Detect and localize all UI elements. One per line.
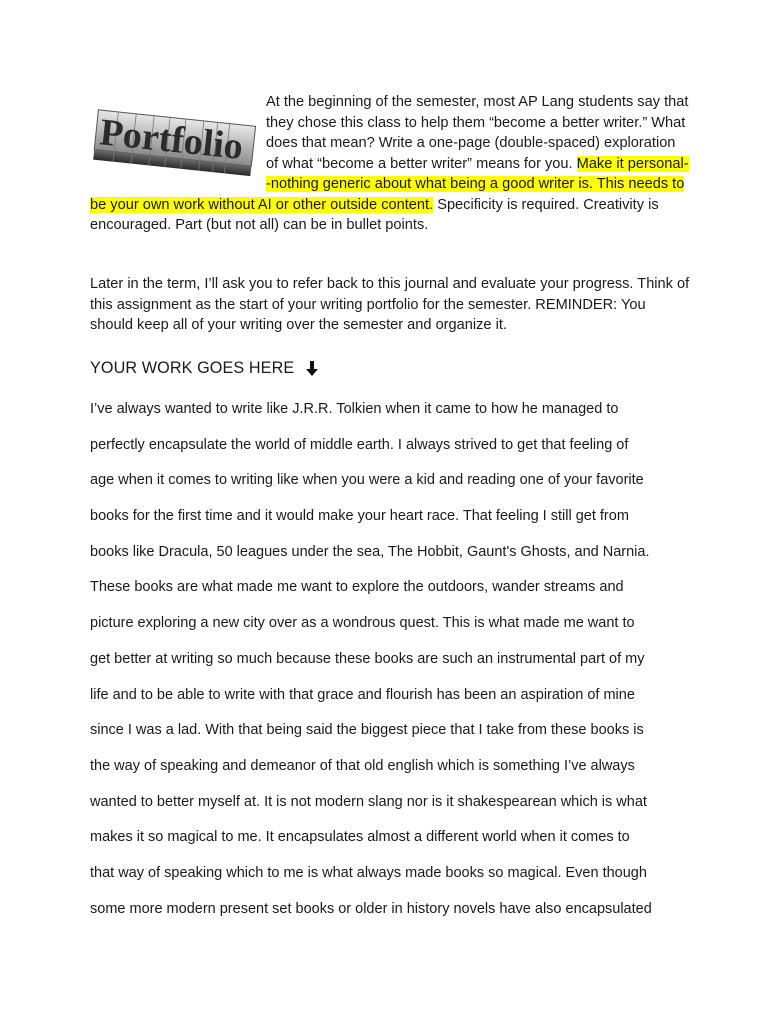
essay-line: life and to be able to write with that grace and flourish has been an aspiration of mine <box>90 686 635 703</box>
portfolio-logo-icon <box>90 94 260 180</box>
essay-line: makes it so magical to me. It encapsulates almost a different world when it comes to <box>90 829 630 846</box>
reminder-paragraph: Later in the term, I’ll ask you to refer back to this journal and evaluate your progress. Think of this assignment as the start of your writing portfolio for the semester. REMINDER: You should keep all of your writing over the semester and organize it. <box>90 276 690 333</box>
essay-line: wanted to better myself at. It is not modern slang nor is it shakespearean which is what <box>90 793 647 810</box>
essay-line: picture exploring a new city over as a wondrous quest. This is what made me want to <box>90 615 635 632</box>
essay-line: that way of speaking which to me is what always made books so magical. Even though <box>90 864 647 881</box>
arrow-down-icon <box>306 359 318 377</box>
essay-line: books like Dracula, 50 leagues under the sea, The Hobbit, Gaunt's Ghosts, and Narnia. <box>90 543 650 560</box>
intro-after-text: Specificity is required. Creativity is encouraged. Part (but not all) can be in bullet points. <box>90 196 659 233</box>
intro-highlighted-text: Make it personal--nothing generic about what being a good writer is. This needs to be your own work without AI or other outside content. <box>90 155 689 213</box>
essay-line: get better at writing so much because these books are such an instrumental part of my <box>90 650 645 667</box>
essay-line: perfectly encapsulate the world of middle earth. I always strived to get that feeling of <box>90 436 629 453</box>
essay-line: the way of speaking and demeanor of that old english which is something I’ve always <box>90 757 635 774</box>
essay-line: age when it comes to writing like when you were a kid and reading one of your favorite <box>90 472 644 489</box>
logo-text: Portfolio <box>97 111 246 169</box>
essay-body <box>90 398 690 933</box>
work-heading <box>90 358 318 378</box>
work-heading-text: YOUR WORK GOES HERE <box>90 359 295 377</box>
intro-plain-text: At the beginning of the semester, most AP Lang students say that they chose this class to help them “become a better writer.” What does that mean? Write a one-page (double-spaced) exploration of what “become a better writer” means for you. <box>266 94 689 172</box>
essay-line: books for the first time and it would make your heart race. That feeling I still get from <box>90 508 629 525</box>
essay-line: I’ve always wanted to write like J.R.R. Tolkien when it came to how he managed to <box>90 401 619 417</box>
essay-line: some more modern present set books or older in history novels have also encapsulated <box>90 900 652 917</box>
essay-line: These books are what made me want to explore the outdoors, wander streams and <box>90 579 624 596</box>
intro-paragraph <box>90 92 690 236</box>
essay-line: since I was a lad. With that being said the biggest piece that I take from these books is <box>90 722 644 739</box>
